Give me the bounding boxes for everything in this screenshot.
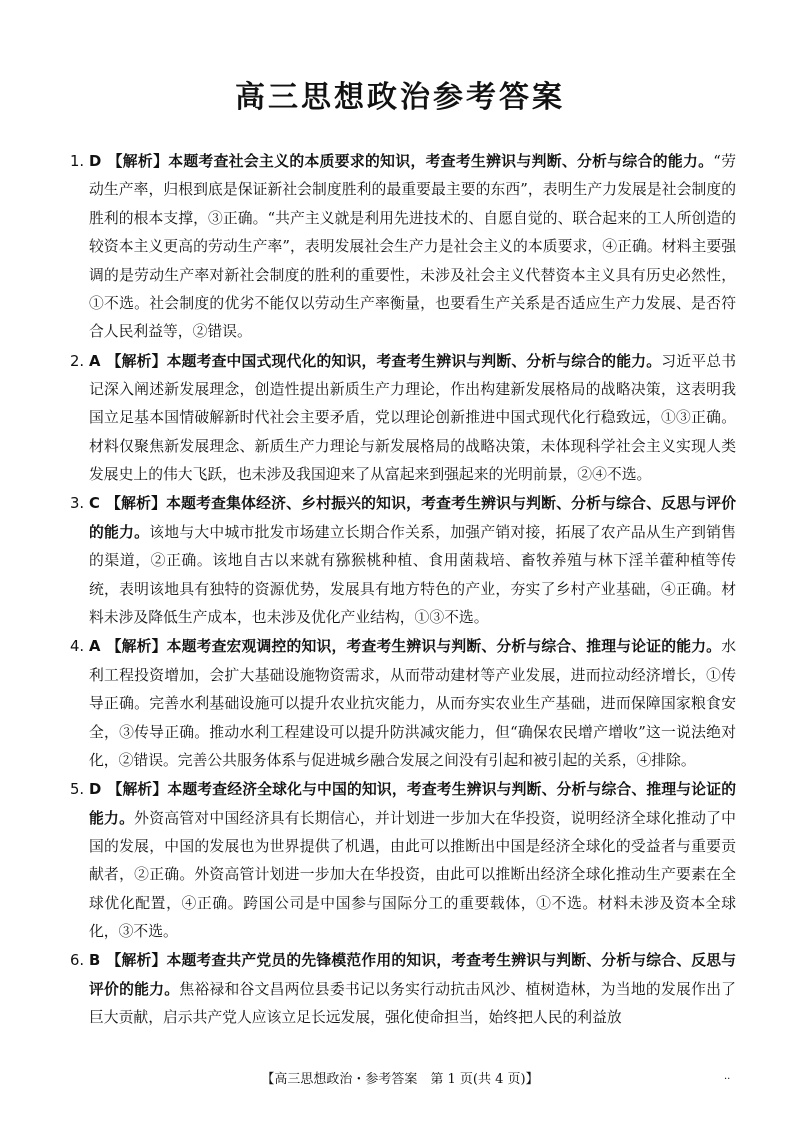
answer-item (70, 947, 736, 1032)
answer-item (70, 490, 736, 632)
answer-heading: 【解析】本题考查集体经济、乡村振兴的知识，考查考生辨识与判断、分析与综合、反思与评价的能力。 (89, 495, 736, 541)
answer-item (70, 148, 736, 347)
answer-body: 该地与大中城市批发市场建立长期合作关系，加强产销对接，拓展了农产品从生产到销售的渠道，②正确。该地自古以来就有猕猴桃种植、食用菌栽培、畜牧养殖与林下淫羊藿种植等传统，表明该地具有独特的资源优势，发展具有地方特色的产业，夯实了乡村产业基础，④正确。材料未涉及降低生产成本，也未涉及优化产业结构，①③不选。 (89, 523, 736, 627)
answer-number: 4. (70, 638, 85, 656)
answer-item (70, 348, 736, 490)
footer-mark: ·· (724, 1074, 731, 1085)
answer-body: 水利工程投资增加，会扩大基础设施物资需求，从而带动建材等产业发展，进而拉动经济增长，①传导正确。完善水利基础设施可以提升农业抗灾能力，从而夯实农业生产基础，进而保障国家粮食安全，③传导正确。推动水利工程建设可以提升防洪减灾能力，但“确保农民增产增收”这一说法绝对化，②错误。完善公共服务体系与促进城乡融合发展之间没有引起和被引起的关系，④排除。 (89, 638, 736, 769)
answer-key: D (89, 153, 102, 170)
answer-number: 3. (70, 495, 85, 513)
page-footer: 【高三思想政治・参考答案 第 1 页(共 4 页)】 (261, 1072, 539, 1087)
answer-key: D (89, 781, 102, 799)
answer-key: A (89, 638, 101, 656)
answer-number: 6. (70, 952, 85, 970)
page-title: 高三思想政治参考答案 (235, 80, 565, 115)
answer-list (70, 148, 736, 1033)
answer-key: B (89, 952, 101, 970)
answer-key: C (89, 495, 100, 513)
answer-item (70, 776, 736, 946)
answer-heading: 【解析】本题考查宏观调控的知识，考查考生辨识与判断、分析与综合、推理与论证的能力。 (106, 638, 722, 656)
answer-heading: 【解析】本题考查中国式现代化的知识，考查考生辨识与判断、分析与综合的能力。 (106, 352, 662, 370)
answer-item (70, 633, 736, 775)
answer-body: 习近平总书记深入阐述新发展理念，创造性提出新质生产力理论，作出构建新发展格局的战略决策，这表明我国立足基本国情破解新时代社会主要矛盾，党以理论创新推进中国式现代化行稳致远，①③正确。材料仅聚焦新发展理念、新质生产力理论与新发展格局的战略决策，未体现科学社会主义实现人类发展史上的伟大飞跃，也未涉及我国迎来了从富起来到强起来的光明前景，②④不选。 (89, 352, 736, 484)
answer-body: 外资高管对中国经济具有长期信心，并计划进一步加大在华投资，说明经济全球化推动了中国的发展，中国的发展也为世界提供了机遇，由此可以推断出中国是经济全球化的受益者与重要贡献者，②正确。外资高管计划进一步加大在华投资，由此可以推断出经济全球化推动生产要素在全球优化配置，④正确。跨国公司是中国参与国际分工的重要载体，①不选。材料未涉及资本全球化，③不选。 (89, 809, 736, 941)
answer-number: 1. (70, 153, 85, 170)
answer-heading: 【解析】本题考查共产党员的先锋模范作用的知识，考查考生辨识与判断、分析与综合、反思与评价的能力。 (89, 952, 736, 998)
answer-heading: 【解析】本题考查经济全球化与中国的知识，考查考生辨识与判断、分析与综合、推理与论证的能力。 (89, 781, 736, 827)
answer-number: 5. (70, 781, 85, 799)
answer-heading: 【解析】本题考查社会主义的本质要求的知识，考查考生辨识与判断、分析与综合的能力。 (107, 153, 714, 170)
answer-key: A (89, 352, 101, 370)
answer-body: 焦裕禄和谷文昌两位县委书记以务实行动抗击风沙、植树造林，为当地的发展作出了巨大贡献，启示共产党人应该立足长远发展，强化使命担当，始终把人民的利益放 (89, 980, 736, 1027)
answer-number: 2. (70, 352, 85, 370)
answer-body: “劳动生产率，归根到底是保证新社会制度胜利的最重要最主要的东西”，表明生产力发展是社会制度的胜利的根本支撑，③正确。“共产主义就是利用先进技术的、自愿自觉的、联合起来的工人所创造的较资本主义更高的劳动生产率”，表明发展社会生产力是社会主义的本质要求，④正确。材料主要强调的是劳动生产率对新社会制度的胜利的重要性，未涉及社会主义代替资本主义具有历史必然性，①不选。社会制度的优劣不能仅以劳动生产率衡量，也要看生产关系是否适应生产力发展、是否符合人民利益等，②错误。 (89, 153, 736, 341)
